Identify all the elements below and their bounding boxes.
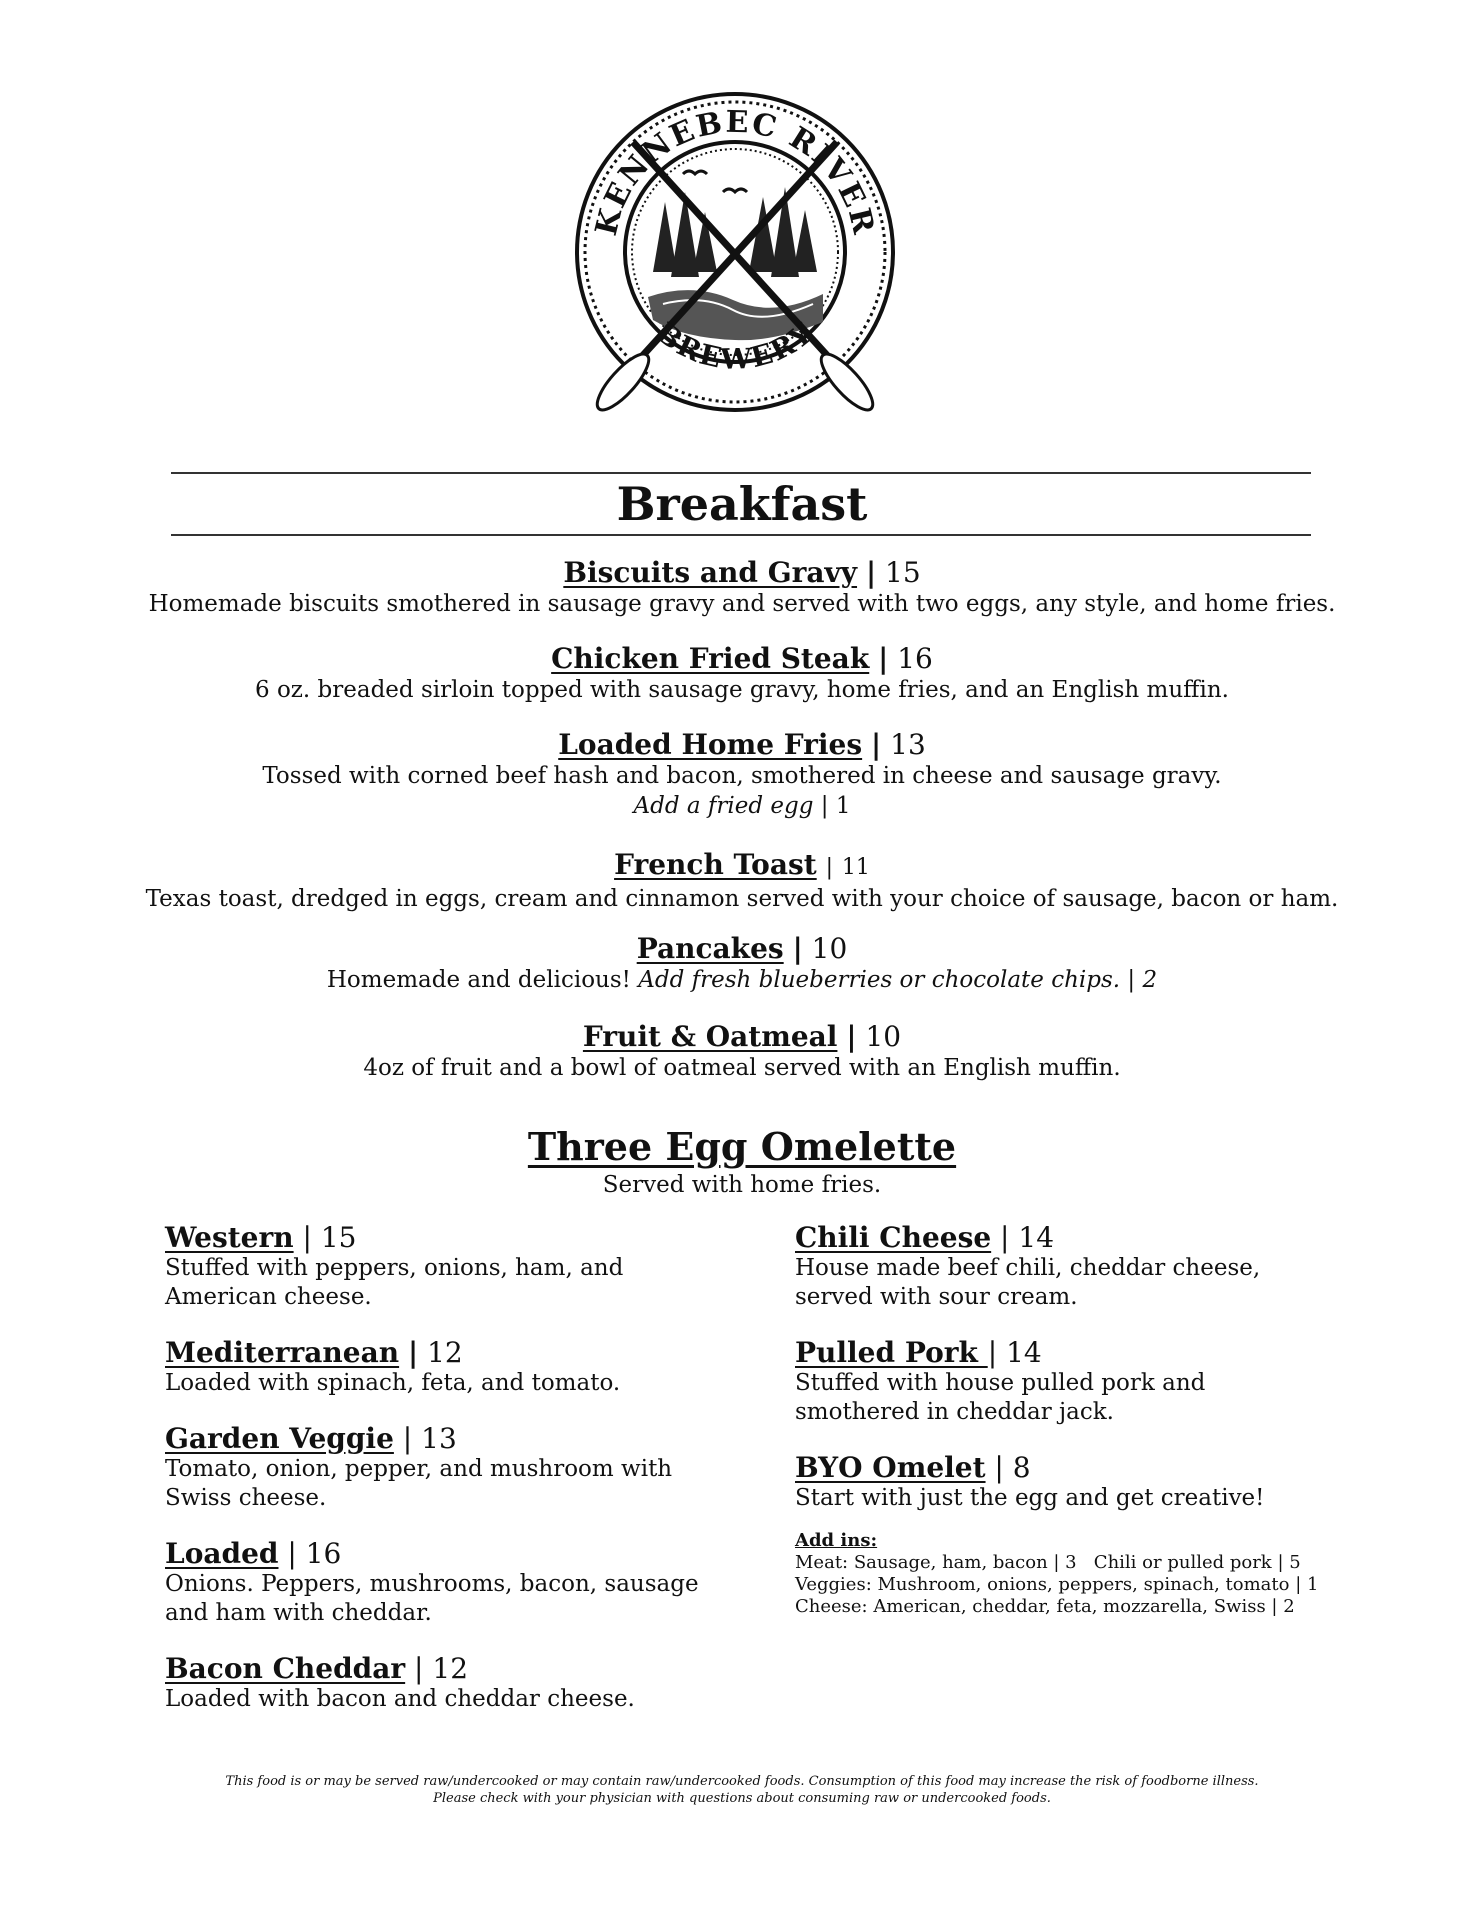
omelette-mediterranean: Mediterranean | 12 Loaded with spinach, feta, and tomato. bbox=[165, 1337, 725, 1398]
item-price: 16 bbox=[897, 642, 933, 675]
menu-item-chicken-fried-steak: Chicken Fried Steak | 16 6 oz. breaded sirloin topped with sausage gravy, home fries, and an English muffin. bbox=[100, 643, 1384, 705]
item-addon-price: 2 bbox=[1142, 967, 1158, 993]
item-name: Loaded Home Fries bbox=[558, 728, 863, 761]
item-description-cont: American cheese. bbox=[165, 1284, 372, 1310]
menu-item-fruit-oatmeal: Fruit & Oatmeal | 10 4oz of fruit and a bowl of oatmeal served with an English muffin. bbox=[100, 1021, 1384, 1083]
item-description: Onions. Peppers, mushrooms, bacon, sausage bbox=[165, 1571, 699, 1597]
item-addon: Add a fried egg bbox=[633, 793, 814, 819]
item-description: 4oz of fruit and a bowl of oatmeal served with an English muffin. bbox=[363, 1055, 1121, 1081]
item-description-cont: and ham with cheddar. bbox=[165, 1600, 432, 1626]
svg-text:KENNEBEC RIVER: KENNEBEC RIVER bbox=[588, 104, 882, 240]
item-description-cont: Swiss cheese. bbox=[165, 1485, 327, 1511]
menu-item-loaded-home-fries: Loaded Home Fries | 13 Tossed with corned beef hash and bacon, smothered in cheese and sausage gravy. Add a fried egg | 1 bbox=[100, 729, 1384, 821]
omelette-title: Three Egg Omelette bbox=[527, 1124, 957, 1169]
item-name: Pulled Pork bbox=[795, 1336, 988, 1369]
disclaimer-line-1: This food is or may be served raw/undercooked or may contain raw/undercooked foods. Consumption of this food may increase the risk of foodborne illness. bbox=[225, 1774, 1259, 1789]
item-name: Fruit & Oatmeal bbox=[582, 1020, 838, 1053]
item-price: 14 bbox=[1018, 1221, 1055, 1254]
item-price: 15 bbox=[885, 556, 921, 589]
menu-item-pancakes: Pancakes | 10 Homemade and delicious! Add fresh blueberries or chocolate chips. | 2 bbox=[326, 932, 1158, 993]
item-description: Homemade biscuits smothered in sausage gravy and served with two eggs, any style, and home fries. bbox=[148, 591, 1336, 617]
item-price: 15 bbox=[320, 1221, 357, 1254]
omelette-pulled-pork: Pulled Pork | 14 Stuffed with house pulled pork and smothered in cheddar jack. bbox=[795, 1337, 1355, 1427]
item-addon-price: 1 bbox=[835, 793, 851, 819]
omelette-byo: BYO Omelet | 8 Start with just the egg and get creative! bbox=[795, 1452, 1355, 1513]
item-price: 10 bbox=[811, 932, 848, 965]
svg-text:BREWERY: BREWERY bbox=[649, 315, 820, 376]
item-price: 11 bbox=[841, 855, 870, 880]
add-ins-title: Add ins: bbox=[795, 1530, 878, 1551]
item-price: 8 bbox=[1012, 1451, 1031, 1484]
item-description: Loaded with spinach, feta, and tomato. bbox=[165, 1370, 621, 1396]
item-name: Western bbox=[165, 1221, 294, 1254]
omelette-chili-cheese: Chili Cheese | 14 House made beef chili, cheddar cheese, served with sour cream. bbox=[795, 1222, 1355, 1312]
omelette-bacon-cheddar: Bacon Cheddar | 12 Loaded with bacon and cheddar cheese. bbox=[165, 1653, 725, 1714]
item-name: Mediterranean bbox=[165, 1336, 400, 1369]
item-description-cont: served with sour cream. bbox=[795, 1284, 1078, 1310]
item-name: Chicken Fried Steak bbox=[551, 642, 870, 675]
item-name: Loaded bbox=[165, 1537, 279, 1570]
item-price: 12 bbox=[432, 1652, 469, 1685]
omelette-western: Western | 15 Stuffed with peppers, onions, ham, and American cheese. bbox=[165, 1222, 725, 1312]
menu-item-biscuits-and-gravy: Biscuits and Gravy | 15 Homemade biscuits smothered in sausage gravy and served with two eggs, any style, and home fries. bbox=[100, 557, 1384, 619]
item-price: 12 bbox=[427, 1336, 463, 1369]
item-name: Bacon Cheddar bbox=[165, 1652, 406, 1685]
item-price: 16 bbox=[305, 1537, 342, 1570]
item-description: Texas toast, dredged in eggs, cream and cinnamon served with your choice of sausage, bacon or ham. bbox=[145, 886, 1339, 912]
menu-item-french-toast: French Toast | 11 Texas toast, dredged in eggs, cream and cinnamon served with your choice of sausage, bacon or ham. bbox=[100, 849, 1384, 914]
item-name: French Toast bbox=[614, 848, 817, 881]
omelette-subtitle: Served with home fries. bbox=[602, 1172, 882, 1198]
item-description: Start with just the egg and get creative! bbox=[795, 1485, 1265, 1511]
item-name: Biscuits and Gravy bbox=[563, 556, 858, 589]
breakfast-heading: Breakfast bbox=[616, 477, 868, 531]
item-description: Homemade and delicious! bbox=[326, 967, 631, 993]
add-ins-meat: Meat: Sausage, ham, bacon | 3 Chili or pulled pork | 5 bbox=[795, 1552, 1301, 1573]
item-name: BYO Omelet bbox=[795, 1451, 986, 1484]
omelette-garden-veggie: Garden Veggie | 13 Tomato, onion, pepper, and mushroom with Swiss cheese. bbox=[165, 1423, 725, 1513]
item-description: House made beef chili, cheddar cheese, bbox=[795, 1255, 1261, 1281]
disclaimer-line-2: Please check with your physician with questions about consuming raw or undercooked foods. bbox=[433, 1791, 1051, 1806]
brewery-logo bbox=[573, 82, 897, 422]
item-description: Stuffed with house pulled pork and bbox=[795, 1370, 1206, 1396]
item-description: Tomato, onion, pepper, and mushroom with bbox=[165, 1456, 673, 1482]
item-description: Loaded with bacon and cheddar cheese. bbox=[165, 1686, 635, 1712]
item-price: 13 bbox=[890, 728, 926, 761]
item-name: Chili Cheese bbox=[795, 1221, 992, 1254]
item-description: Stuffed with peppers, onions, ham, and bbox=[165, 1255, 624, 1281]
item-price: 13 bbox=[421, 1422, 457, 1455]
add-ins bbox=[795, 1530, 1355, 1618]
item-price: 10 bbox=[865, 1020, 902, 1053]
item-name: Pancakes bbox=[636, 932, 784, 965]
item-price: 14 bbox=[1006, 1336, 1042, 1369]
item-description-cont: smothered in cheddar jack. bbox=[795, 1399, 1114, 1425]
omelette-heading bbox=[100, 1124, 1384, 1170]
bottom-divider bbox=[171, 534, 1311, 536]
item-addon: Add fresh blueberries or chocolate chips. bbox=[638, 967, 1121, 993]
add-ins-cheese: Cheese: American, cheddar, feta, mozzarella, Swiss | 2 bbox=[795, 1596, 1295, 1617]
add-ins-veggies: Veggies: Mushroom, onions, peppers, spinach, tomato | 1 bbox=[795, 1574, 1319, 1595]
item-description: 6 oz. breaded sirloin topped with sausage gravy, home fries, and an English muffin. bbox=[255, 677, 1229, 703]
item-name: Garden Veggie bbox=[165, 1422, 394, 1455]
omelette-loaded: Loaded | 16 Onions. Peppers, mushrooms, bacon, sausage and ham with cheddar. bbox=[165, 1538, 725, 1628]
disclaimer bbox=[100, 1773, 1384, 1807]
top-divider bbox=[171, 472, 1311, 474]
item-description: Tossed with corned beef hash and bacon, smothered in cheese and sausage gravy. bbox=[262, 763, 1222, 789]
